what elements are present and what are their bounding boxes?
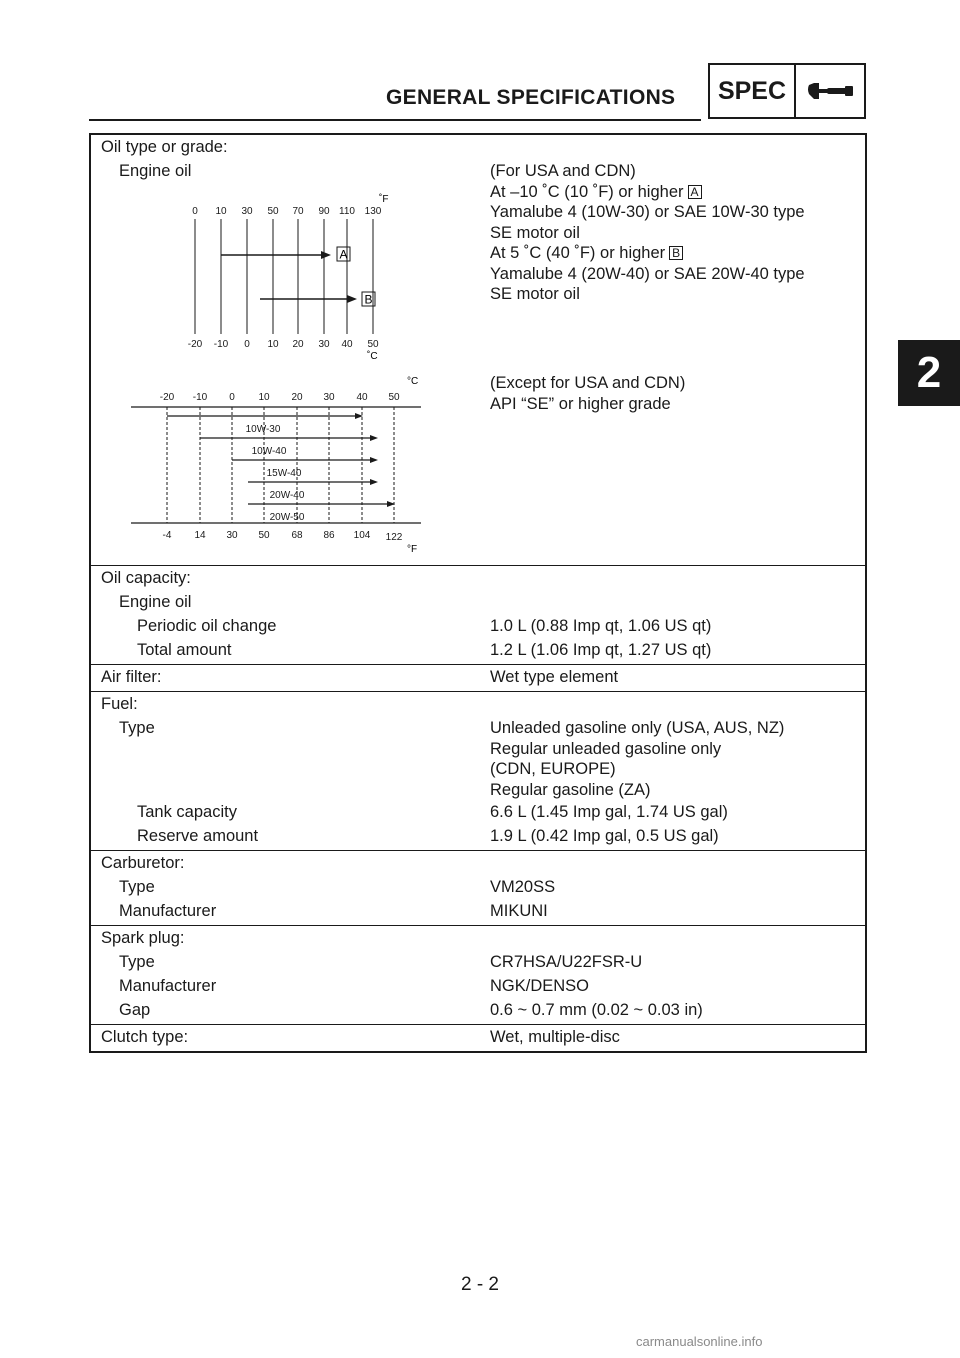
grade-label: 15W-40 <box>266 468 302 479</box>
grade-label: 10W-30 <box>245 424 281 435</box>
f-tick: 0 <box>192 206 198 217</box>
f-tick: 30 <box>226 530 238 541</box>
carb-type-value: VM20SS <box>490 878 556 896</box>
c-tick: -10 <box>192 392 208 403</box>
c-tick: 10 <box>258 392 270 403</box>
reserve-value: 1.9 L (0.42 Imp gal, 0.5 US gal) <box>490 827 719 845</box>
reserve-label: Reserve amount <box>137 827 259 845</box>
tank-label: Tank capacity <box>137 803 237 821</box>
wrench-icon <box>805 80 855 102</box>
c-tick: 30 <box>323 392 335 403</box>
f-tick: 50 <box>258 530 270 541</box>
grade-label: 20W-40 <box>269 490 305 501</box>
c-unit-label: ˚C <box>367 351 378 362</box>
fuel-type-line: (CDN, EUROPE) <box>490 760 616 778</box>
clutch-section <box>91 1025 865 1051</box>
carb-mfr-label: Manufacturer <box>119 902 217 920</box>
usa-line: SE motor oil <box>490 285 580 303</box>
spec-row <box>91 998 865 1022</box>
plug-gap-value: 0.6 ~ 0.7 mm (0.02 ~ 0.03 in) <box>490 1001 703 1019</box>
watermark: carmanualsonline.info <box>636 1334 763 1349</box>
clutch-value: Wet, multiple-disc <box>490 1028 620 1046</box>
c-tick: 20 <box>292 339 304 350</box>
fuel-type-label: Type <box>119 719 155 737</box>
usa-line: Yamalube 4 (20W-40) or SAE 20W-40 type <box>490 264 805 283</box>
oil-grade-section <box>91 135 865 566</box>
c-tick: 10 <box>267 339 279 350</box>
plug-mfr-label: Manufacturer <box>119 977 217 995</box>
f-tick: 90 <box>318 206 330 217</box>
c-tick: -20 <box>159 392 175 403</box>
air-filter-label: Air filter: <box>101 668 162 686</box>
usa-line-text: At –10 ˚C (10 ˚F) or higher <box>490 182 684 201</box>
usa-line: (For USA and CDN) <box>490 162 636 180</box>
spec-row <box>91 926 865 950</box>
plug-mfr-value: NGK/DENSO <box>490 977 590 995</box>
spec-row <box>91 692 865 716</box>
chapter-tab: 2 <box>898 340 960 406</box>
c-tick: 20 <box>291 392 303 403</box>
plug-gap-label: Gap <box>119 1001 151 1019</box>
engine-oil-label: Engine oil <box>119 162 192 180</box>
arrow-b-label: B <box>364 292 373 307</box>
usa-line <box>490 182 805 203</box>
spec-row <box>91 851 865 875</box>
spec-row <box>91 875 865 899</box>
spec-table <box>89 133 867 1053</box>
grade-label: 10W-40 <box>251 446 287 457</box>
fuel-label: Fuel: <box>101 695 138 713</box>
periodic-label: Periodic oil change <box>137 617 277 635</box>
spec-row <box>91 824 865 848</box>
spec-row <box>91 716 865 800</box>
carburetor-label: Carburetor: <box>101 854 185 872</box>
spec-row <box>91 974 865 998</box>
usa-line <box>490 243 805 264</box>
fuel-type-line: Regular unleaded gasoline only <box>490 739 722 758</box>
f-tick: 14 <box>194 530 206 541</box>
usa-oil-spec <box>490 161 805 305</box>
spec-row <box>91 800 865 824</box>
total-value: 1.2 L (1.06 Imp qt, 1.27 US qt) <box>490 641 712 659</box>
spark-plug-section <box>91 926 865 1025</box>
carb-mfr-value: MIKUNI <box>490 902 548 920</box>
fuel-type-value <box>480 716 865 800</box>
f-tick: 68 <box>291 530 303 541</box>
fuel-type-line: Unleaded gasoline only (USA, AUS, NZ) <box>490 719 785 737</box>
page-number: 2 - 2 <box>460 1274 500 1295</box>
spec-row <box>91 665 865 689</box>
plug-type-value: CR7HSA/U22FSR-U <box>490 953 643 971</box>
f-tick: 70 <box>292 206 304 217</box>
c-tick: 40 <box>356 392 368 403</box>
spec-row <box>91 899 865 923</box>
spec-label: SPEC <box>710 65 796 117</box>
f-tick: 10 <box>215 206 227 217</box>
c-tick: 50 <box>367 339 379 350</box>
arrow-a-label: A <box>339 247 348 262</box>
fuel-section <box>91 692 865 851</box>
other-line: API “SE” or higher grade <box>490 394 671 413</box>
c-tick: 0 <box>244 339 250 350</box>
other-oil-spec <box>490 373 685 414</box>
engine-oil-label: Engine oil <box>119 593 192 611</box>
f-tick: 122 <box>385 532 403 543</box>
spec-row <box>91 950 865 974</box>
oil-grade-chart <box>121 370 431 555</box>
f-tick: 30 <box>241 206 253 217</box>
f-tick: 50 <box>267 206 279 217</box>
carburetor-section <box>91 851 865 926</box>
spec-badge <box>708 63 866 119</box>
c-tick: 30 <box>318 339 330 350</box>
f-tick: 110 <box>339 206 355 217</box>
f-tick: 104 <box>353 530 371 541</box>
spark-plug-label: Spark plug: <box>101 929 185 947</box>
oil-capacity-label: Oil capacity: <box>101 569 191 587</box>
clutch-label: Clutch type: <box>101 1028 189 1046</box>
mark-a-box: A <box>688 185 702 199</box>
c-tick: 0 <box>229 392 235 403</box>
spec-row <box>91 1025 865 1049</box>
periodic-value: 1.0 L (0.88 Imp qt, 1.06 US qt) <box>490 617 712 635</box>
usa-line: Yamalube 4 (10W-30) or SAE 10W-30 type <box>490 203 805 221</box>
air-filter-section <box>91 665 865 692</box>
wrench-cell <box>796 65 864 117</box>
usa-line: SE motor oil <box>490 223 580 242</box>
c-tick: 50 <box>388 392 400 403</box>
f-tick: 130 <box>364 206 382 217</box>
c-unit-label: °C <box>407 376 419 387</box>
page-title: GENERAL SPECIFICATIONS <box>386 86 676 109</box>
other-line: (Except for USA and CDN) <box>490 374 686 392</box>
spec-row <box>91 590 865 614</box>
c-tick: -20 <box>187 339 203 350</box>
oil-grade-label: Oil type or grade: <box>101 138 228 156</box>
grade-label: 20W-50 <box>269 512 305 523</box>
plug-type-label: Type <box>119 953 155 971</box>
c-tick: 40 <box>341 339 353 350</box>
air-filter-value: Wet type element <box>490 668 619 686</box>
c-tick: -10 <box>213 339 229 350</box>
f-tick: 86 <box>323 530 335 541</box>
f-unit-label: ˚F <box>379 194 389 205</box>
usa-line-text: At 5 ˚C (40 ˚F) or higher <box>490 244 666 262</box>
f-unit-label: °F <box>407 544 418 555</box>
total-label: Total amount <box>137 641 232 659</box>
oil-temp-chart-usa <box>181 189 421 364</box>
header-rule <box>89 119 701 121</box>
mark-b-box: B <box>669 246 683 260</box>
spec-row <box>91 566 865 590</box>
spec-row <box>91 638 865 662</box>
tank-value: 6.6 L (1.45 Imp gal, 1.74 US gal) <box>490 803 728 821</box>
spec-row <box>91 614 865 638</box>
oil-capacity-section <box>91 566 865 665</box>
f-tick: -4 <box>162 530 172 541</box>
carb-type-label: Type <box>119 878 155 896</box>
fuel-type-line: Regular gasoline (ZA) <box>490 780 651 799</box>
